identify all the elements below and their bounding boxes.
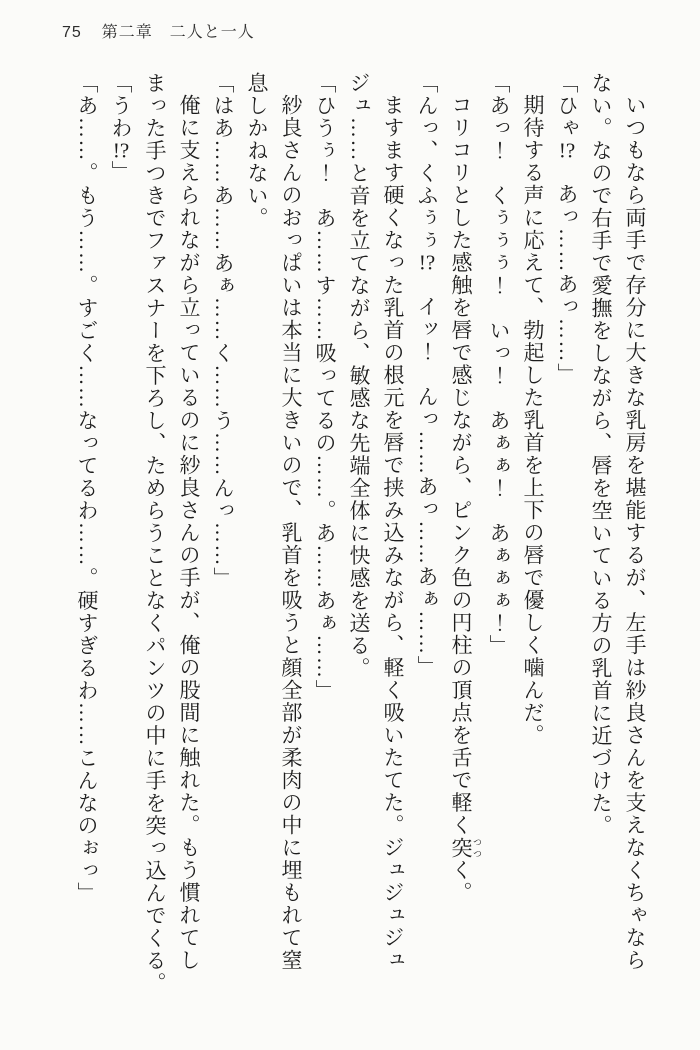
text-line: ジュ……と音を立てながら、敏感な先端全体に快感を送る。 [347,72,371,680]
text-line: 息しかねない。 [245,72,269,230]
text-line: 「あ……。もう……。すごく……なってるわ……。硬すぎるわ……こんなのぉっ」 [75,72,99,905]
furigana-ruby: 突 つつ [449,836,482,859]
text-line: 「うわ!?」 [109,72,133,183]
page-number: 75 [62,24,82,41]
text-line: いつもなら両手で存分に大きな乳房を堪能するが、左手は紗良さんを支えなくちゃなら [623,94,647,972]
text-line: まった手つきでファスナーを下ろし、ためらうことなくパンツの中に手を突っ込んでくる。 [143,72,167,995]
text-line: ますます硬くなった乳首の根元を唇で挟み込みながら、軽く吸いたてた。ジュジュジュ [381,94,405,972]
exclamation-question-glyph: !? [558,139,576,161]
vertical-text-block [70,72,652,1014]
text-line: ない。なので右手で愛撫をしながら、唇を空いている方の乳首に近づけた。 [589,72,613,837]
text-line: 「ひゃ!? あっ……あっ……」 [555,72,579,386]
exclamation-question-glyph: !? [418,252,436,273]
text-line: 紗良さんのおっぱいは本当に大きいので、乳首を吸うと顔全部が柔肉の中に埋もれて窒 [279,94,303,972]
text-line: 「はあ……あ……あぁ……く……う……んっ……」 [211,72,235,590]
chapter-title: 第二章 二人と一人 [101,24,255,41]
text-line: 俺に支えられながら立っているのに紗良さんの手が、俺の股間に触れた。もう慣れてし [177,94,201,972]
exclamation-question-glyph: !? [112,139,130,161]
text-line: 期待する声に応えて、勃起した乳首を上下の唇で優しく噛んだ。 [521,94,545,747]
text-line: 「んっ、くふぅぅ!? イッ！ んっ……あっ……あぁ……」 [415,72,439,678]
page-header [62,19,255,42]
text-line: 「あっ！ くぅぅぅ！ いっ！ あぁぁ！ あぁぁぁ！」 [487,72,511,657]
text-line: コリコリとした感触を唇で感じながら、ピンク色の円柱の頂点を舌で軽く突 つつく。 [449,94,482,904]
text-line: 「ひうぅ！ あ……す……吸ってるの……。あ……あぁ……」 [313,72,337,702]
